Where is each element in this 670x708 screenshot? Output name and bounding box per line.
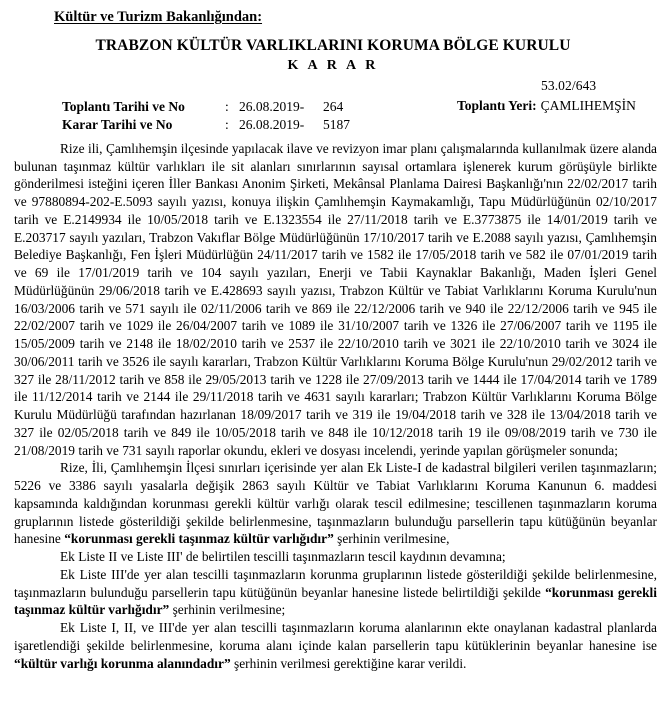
decision-word: K A R A R (287, 57, 379, 73)
file-number: 53.02/643 (541, 77, 597, 93)
decision-date-colon: : (225, 116, 229, 132)
meeting-date-label: Toplantı Tarihi ve No (62, 98, 185, 114)
meeting-date-value: 26.08.2019- (239, 98, 305, 114)
annotation-phrase-2: “korunması gerekli taşınmaz kültür varlığıdır” (14, 584, 657, 618)
meeting-place-row (457, 98, 636, 114)
decision-date-label: Karar Tarihi ve No (62, 116, 173, 132)
date-block (62, 98, 350, 134)
meeting-date-row (62, 98, 350, 116)
ministry-heading (54, 10, 658, 26)
paragraph-preamble: Rize ili, Çamlıhemşin ilçesinde yapılacak ilave ve revizyon imar planı çalışmalarında kullanılmak üzere alanda bulunan taşınmaz kültür varlıkları ile sit alanları sınırlarının sayısal ortamlara işlenerek kurum görüşüyle birlikte gönderilmesi isteğini içeren İller Bankası Anonim Şirketi, Mekânsal Planlama Dairesi Başkanlığı'nın 22/02/2017 tarih ve 97880894-202-E.5093 sayılı yazısı, konuya ilişkin Çamlıhemşin Kaymakamlığı, Tapu Müdürlüğünün 02/10/2017 tarih ve E.2149934 ile 10/05/2018 tarih ve E.1323554 ile 27/11/2018 tarih ve E.3773875 ile 14/01/2019 tarih ve E.203717 sayılı yazıları, Trabzon Vakıflar Bölge Müdürlüğünün 17/10/2017 tarih ve E.2088 sayılı yazısı, Çamlıhemşin Belediye Başkanlığı, Fen İşleri Müdürlüğün 24/11/2017 tarih ve 1582 ile 17/05/2018 tarih ve 582 ile 07/01/2019 tarih ve 69 ile 17/01/2019 tarih ve 104 sayılı yazıları, Enerji ve Tabii Kaynaklar Bakanlığı, Maden İşleri Genel Müdürlüğünün 29/06/2018 tarih ve E.428693 sayılı yazısı, Trabzon Kültür ve Tabiat Varlıklarını Koruma Kurulu'nun 16/03/2006 tarih ve 571 sayılı ile 02/11/2006 tarih ve 869 ile 22/12/2006 tarih ve 940 ile 22/12/2006 tarih ve 945 ile 22/02/2007 tarih ve 1029 ile 26/04/2007 tarih ve 1089 ile 31/10/2007 tarih ve 1326 ile 27/06/2007 tarih ve 1195 ile 15/05/2009 tarih ve 2148 ile 18/02/2010 tarih ve 2537 ile 22/10/2010 tarih ve 3021 ile 22/10/2010 tarih ve 3024 ile 30/06/2011 tarih ve 3526 ile sayılı kararları, Trabzon Kültür Varlıklarını Koruma Bölge Kurulu'nun 29/02/2012 tarih ve 327 ile 28/11/2012 tarih ve 858 ile 29/05/2013 tarih ve 1228 ile 27/09/2013 tarih ve 1444 ile 17/04/2014 tarih ve 1789 ile 11/12/2014 tarih ve 2144 ile 29/11/2018 tarih ve 4631 sayılı kararları; Trabzon Kültür Varlıklarını Koruma Bölge Kurulu Müdürlüğü tarafından hazırlanan 18/09/2017 tarih ve 319 ile 19/04/2018 tarih ve 328 ile 13/04/2018 tarih ve 327 ile 02/05/2018 tarih ve 849 ile 10/05/2018 tarih ve 848 ile 10/12/2018 tarih 19 ile 09/08/2019 tarih ve 730 ile 21/08/2019 tarih ve 731 sayılı raporlar okundu, ekleri ve dosyası incelendi, yerinde yapılan görüşmeler sonunda; (14, 140, 657, 458)
ministry-heading-text: Kültür ve Turizm Bakanlığından: (54, 9, 263, 25)
decision-meta (14, 78, 658, 140)
decision-number: 5187 (323, 116, 350, 132)
paragraph-registration (14, 459, 657, 548)
paragraph-registration-text-a: Rize, İli, Çamlıhemşin İlçesi sınırları içerisinde yer alan Ek Liste-I de kadastral bilgileri verilen taşınmazların; 5226 ve 3386 sayılı yasalarla değişik 2863 sayılı Kültür ve Tabiat Varlıklarını Koruma Kanunun 6. maddesi kapsamında kaldığından korunması gerekli kültür varlığı olarak tescil edilmesine; tescillenen taşınmazların koruma gruplarının listede gösterildiği şekilde belirlenmesine, taşınmazların bulunduğu parsellerin tapu kütüğünün beyanlar hanesine (14, 460, 657, 547)
decision-date-row (62, 116, 350, 134)
paragraph-protection-area-text-b: şerhinin verilmesi gerektiğine karar verildi. (230, 655, 467, 671)
meeting-place-label: Toplantı Yeri: (457, 97, 537, 113)
document-body (14, 140, 657, 673)
paragraph-list-continuation: Ek Liste II ve Liste III' de belirtilen tescilli taşınmazların tescil kaydının devamına; (60, 549, 506, 564)
paragraph-registration-text-b: şerhinin verilmesine, (333, 531, 450, 547)
decision-date-value: 26.08.2019- (239, 116, 305, 132)
meeting-place-value: ÇAMLIHEMŞİN (540, 97, 636, 113)
paragraph-list-three (14, 566, 657, 619)
meeting-date-colon: : (225, 98, 229, 114)
annotation-phrase-3: “kültür varlığı korunma alanındadır” (14, 655, 231, 671)
paragraph-list-three-text-b: şerhinin verilmesine; (169, 602, 286, 618)
meeting-number: 264 (323, 98, 344, 114)
board-title: TRABZON KÜLTÜR VARLIKLARINI KORUMA BÖLGE KURULU (95, 36, 571, 54)
paragraph-list-three-text-a: Ek Liste III'de yer alan tescilli taşınmazların korunma gruplarının listede gösterildiği şekilde belirlenmesine, taşınmazların bulunduğu parsellerin tapu kütüğünün beyanlar hanesine listede belirtildiği şekilde (14, 566, 657, 600)
paragraph-protection-area (14, 619, 657, 672)
annotation-phrase-1: “korunması gerekli taşınmaz kültür varlığıdır” (64, 531, 334, 547)
paragraph-protection-area-text-a: Ek Liste I, II, ve III'de yer alan tescilli taşınmazların koruma alanlarının ekte onaylanan kadastral planlarda işaretlendiği şekilde belirlenmesine, koruma alanı içinde kalan parsellerin tapu kütüklerinin beyanlar hanesine ise (14, 620, 657, 653)
